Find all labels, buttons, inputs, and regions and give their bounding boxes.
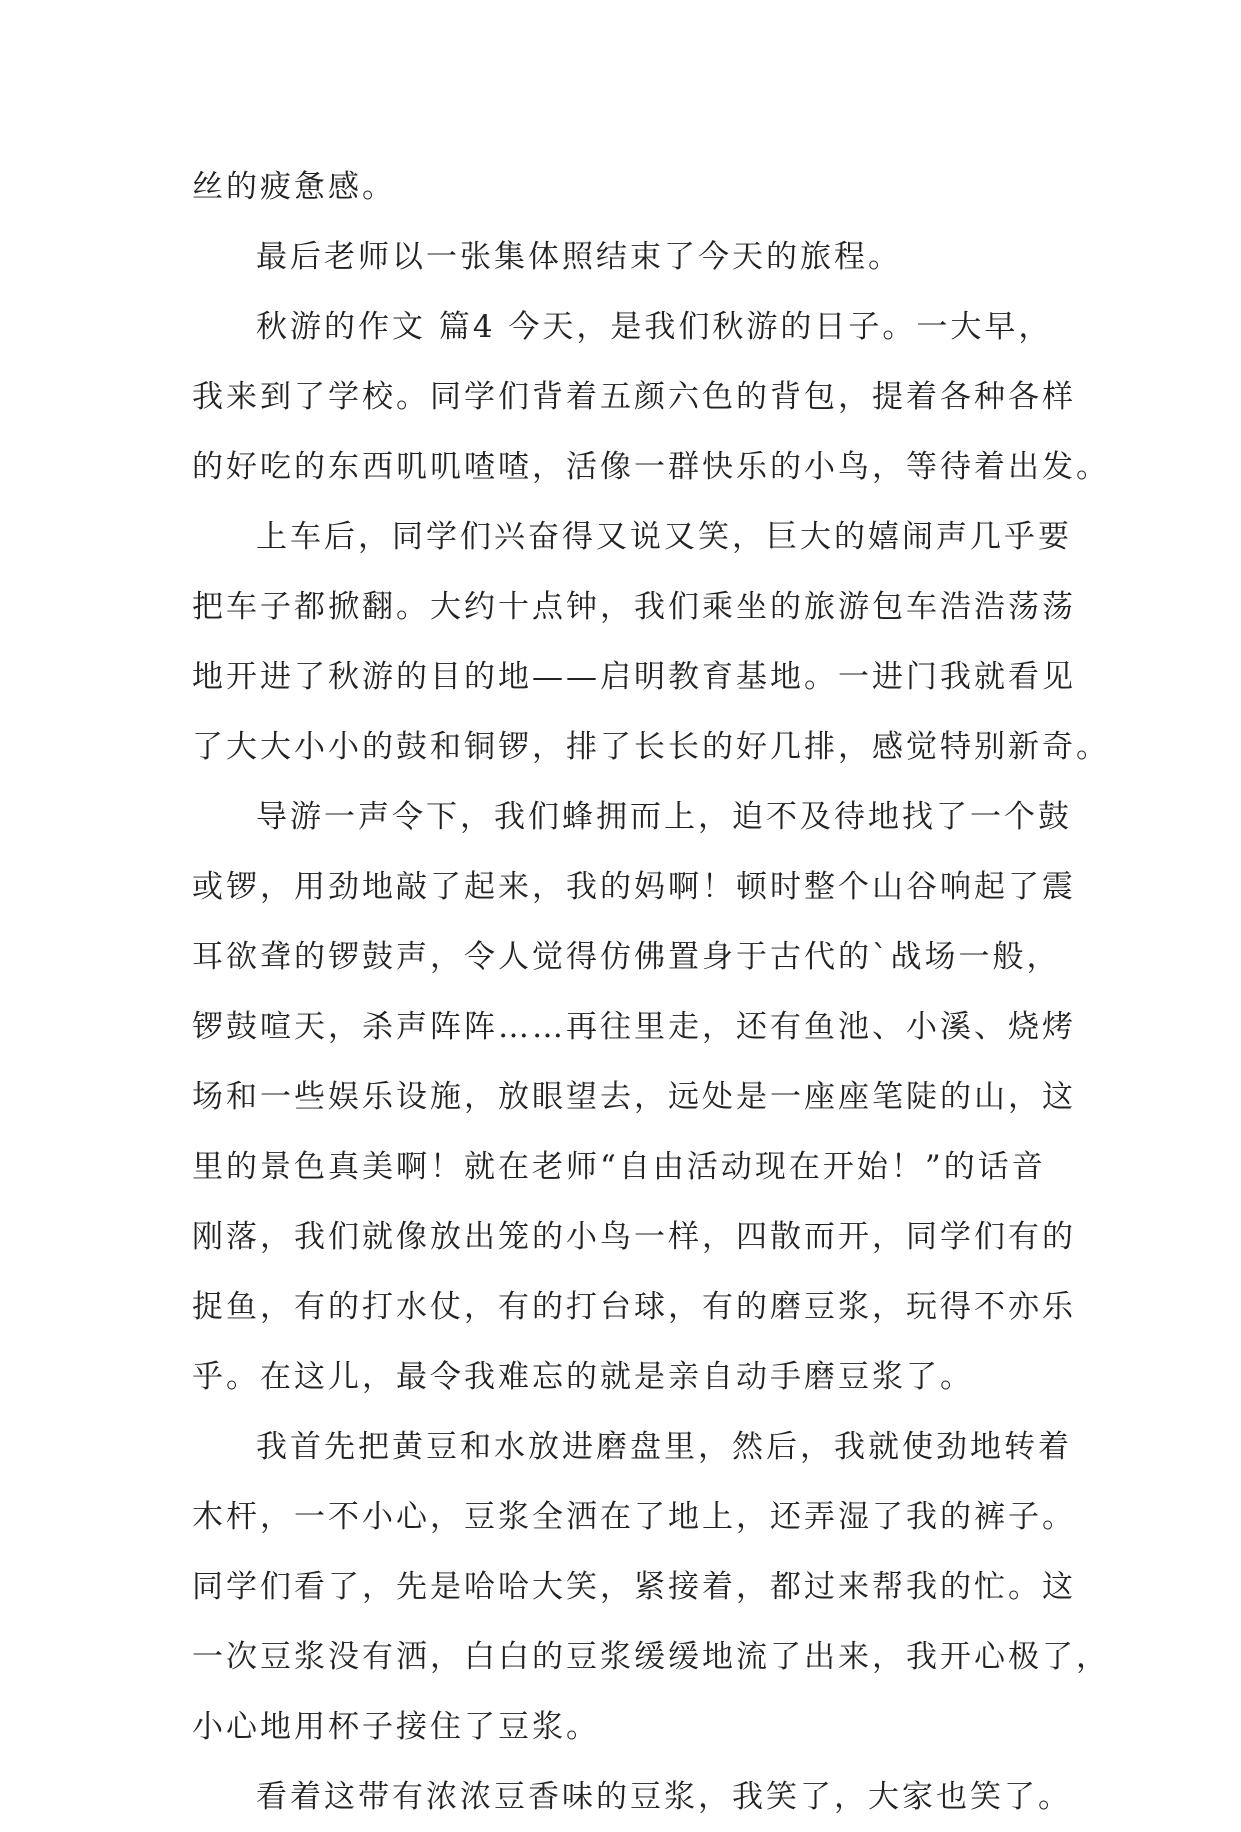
essay-body	[192, 152, 1110, 1832]
text-line: 的好吃的东西叽叽喳喳，活像一群快乐的小鸟，等待着出发。	[192, 449, 1110, 485]
text-line: 导游一声令下，我们蜂拥而上，迫不及待地找了一个鼓	[256, 799, 1072, 835]
text-line: 小心地用杯子接住了豆浆。	[192, 1709, 600, 1745]
text-line: 我首先把黄豆和水放进磨盘里，然后，我就使劲地转着	[256, 1429, 1072, 1465]
text-line: 捉鱼，有的打水仗，有的打台球，有的磨豆浆，玩得不亦乐	[192, 1289, 1076, 1325]
text-line: 我来到了学校。同学们背着五颜六色的背包，提着各种各样	[192, 379, 1076, 415]
text-line: 上车后，同学们兴奋得又说又笑，巨大的嬉闹声几乎要	[256, 519, 1072, 555]
text-line: 木杆，一不小心，豆浆全洒在了地上，还弄湿了我的裤子。	[192, 1499, 1076, 1535]
text-line: 里的景色真美啊！就在老师“自由活动现在开始！”的话音	[192, 1149, 1046, 1185]
text-line: 或锣，用劲地敲了起来，我的妈啊！顿时整个山谷响起了震	[192, 869, 1076, 905]
text-line: 地开进了秋游的目的地——启明教育基地。一进门我就看见	[192, 659, 1076, 695]
text-line: 锣鼓喧天，杀声阵阵……再往里走，还有鱼池、小溪、烧烤	[192, 1009, 1076, 1045]
text-line: 了大大小小的鼓和铜锣，排了长长的好几排，感觉特别新奇。	[192, 729, 1110, 765]
text-line: 秋游的作文 篇4 今天，是我们秋游的日子。一大早，	[256, 309, 1053, 345]
text-line: 场和一些娱乐设施，放眼望去，远处是一座座笔陡的山，这	[192, 1079, 1076, 1115]
text-line: 耳欲聋的锣鼓声，令人觉得仿佛置身于古代的`战场一般，	[192, 939, 1061, 975]
text-line: 乎。在这儿，最令我难忘的就是亲自动手磨豆浆了。	[192, 1359, 974, 1395]
text-line: 刚落，我们就像放出笼的小鸟一样，四散而开，同学们有的	[192, 1219, 1076, 1255]
text-line: 同学们看了，先是哈哈大笑，紧接着，都过来帮我的忙。这	[192, 1569, 1076, 1605]
text-line: 看着这带有浓浓豆香味的豆浆，我笑了，大家也笑了。	[256, 1779, 1072, 1815]
text-line: 最后老师以一张集体照结束了今天的旅程。	[256, 239, 902, 275]
text-line: 把车子都掀翻。大约十点钟，我们乘坐的旅游包车浩浩荡荡	[192, 589, 1076, 625]
text-line: 丝的疲惫感。	[192, 169, 396, 205]
text-line: 一次豆浆没有洒，白白的豆浆缓缓地流了出来，我开心极了，	[192, 1639, 1110, 1675]
